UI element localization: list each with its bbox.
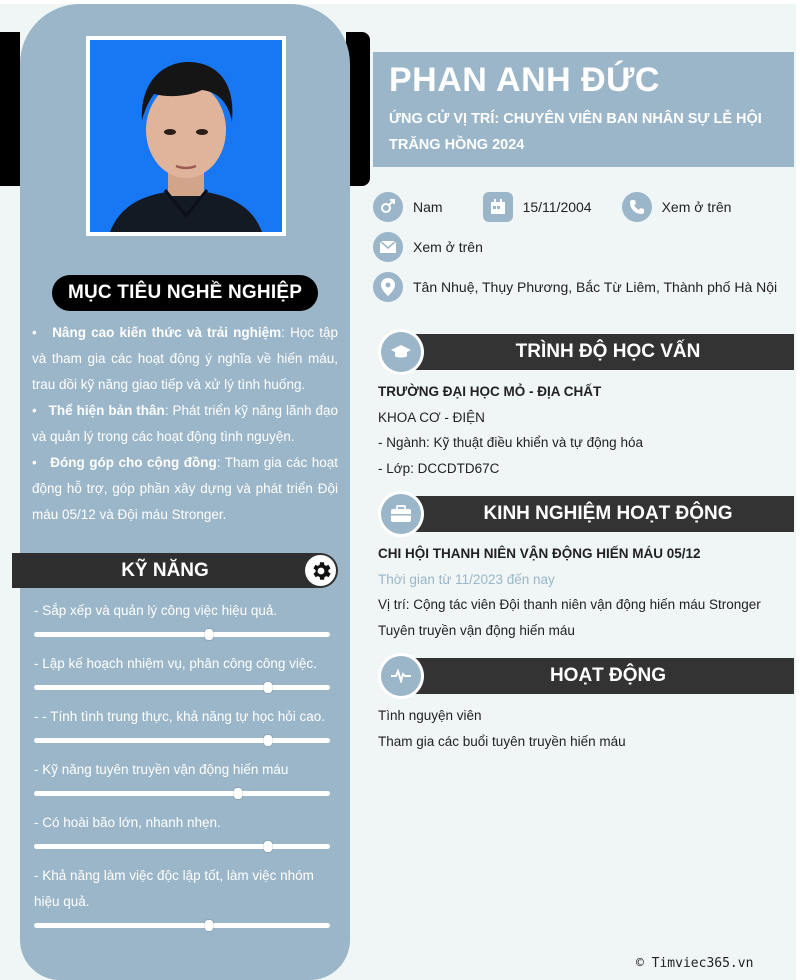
skill-level-handle xyxy=(234,788,242,799)
graduation-cap-icon xyxy=(378,329,424,375)
calendar-icon xyxy=(483,192,513,222)
experience-content xyxy=(378,541,788,643)
footer-watermark: © Timviec365.vn xyxy=(636,956,754,971)
name-header xyxy=(373,52,794,167)
skill-level-bar xyxy=(34,632,330,637)
education-content xyxy=(378,379,788,481)
skills-header xyxy=(12,553,338,588)
skill-list xyxy=(34,598,330,942)
info-row-email xyxy=(373,232,483,262)
profile-photo xyxy=(86,36,286,236)
decor-bar-left xyxy=(0,32,20,186)
objective-item-text: : Học tập và tham gia các hoạt động ý nghĩa về hiến máu, trau dồi kỹ năng giao tiếp và xử lý tình huống. xyxy=(32,325,338,392)
skill-level-handle xyxy=(205,629,213,640)
info-row-gender-birthday xyxy=(373,192,731,222)
school-name: TRƯỜNG ĐẠI HỌC MỎ - ĐỊA CHẤT xyxy=(378,384,602,399)
objective-item-heading: Nâng cao kiến thức và trải nghiệm xyxy=(52,325,282,340)
address-value: Tân Nhuệ, Thụy Phương, Bắc Từ Liêm, Thành phố Hà Nội xyxy=(413,279,778,295)
objective-item-heading: Đóng góp cho cộng đồng xyxy=(50,455,217,470)
skill-level-handle xyxy=(264,841,272,852)
education-header xyxy=(378,333,794,371)
objective-item: • Nâng cao kiến thức và trải nghiệm: Học tập và tham gia các hoạt động ý nghĩa về hiến máu, trau dồi kỹ năng giao tiếp và xử lý tình huống. xyxy=(32,325,338,392)
applied-position: ỨNG CỬ VỊ TRÍ: CHUYÊN VIÊN BAN NHÂN SỰ LỄ HỘI TRĂNG HỒNG 2024 xyxy=(389,111,762,153)
skill-level-bar xyxy=(34,685,330,690)
objective-item: • Thể hiện bản thân: Phát triển kỹ năng lãnh đạo và quản lý trong các hoạt động tình nguyện. xyxy=(32,403,338,444)
objective-item-text: : Tham gia các hoạt động hỗ trợ, góp phần xây dựng và phát triển Đội máu 05/12 và Đội máu Stronger. xyxy=(32,455,338,522)
experience-header xyxy=(378,495,794,533)
skill-level-bar xyxy=(34,844,330,849)
skill-item xyxy=(34,598,330,637)
gear-icon xyxy=(305,555,336,586)
experience-title: KINH NGHIỆM HOẠT ĐỘNG xyxy=(408,496,794,532)
location-pin-icon xyxy=(373,272,403,302)
time-period: Thời gian từ 11/2023 đến nay xyxy=(378,571,555,587)
objective-item: • Đóng góp cho cộng đồng: Tham gia các hoạt động hỗ trợ, góp phần xây dựng và phát triển Đội máu 05/12 và Đội máu Stronger. xyxy=(32,455,338,522)
objective-item-heading: Thể hiện bản thân xyxy=(48,403,165,418)
briefcase-icon xyxy=(378,491,424,537)
info-row-address xyxy=(373,272,777,302)
objective-list xyxy=(32,320,338,528)
skill-item xyxy=(34,757,330,796)
email-value: Xem ở trên xyxy=(413,239,483,255)
phone-value: Xem ở trên xyxy=(661,199,732,215)
skill-name: - Kỹ năng tuyên truyền vận động hiến máu xyxy=(34,762,289,777)
skill-item xyxy=(34,863,330,928)
phone-icon xyxy=(622,192,652,222)
education-title: TRÌNH ĐỘ HỌC VẤN xyxy=(408,334,794,370)
class: - Lớp: DCCDTD67C xyxy=(378,460,500,476)
birthday-value: 15/11/2004 xyxy=(522,199,592,215)
experience-task: Tuyên truyền vận động hiến máu xyxy=(378,622,575,638)
faculty: KHOA CƠ - ĐIỆN xyxy=(378,409,485,425)
skill-name: - Sắp xếp và quản lý công việc hiệu quả. xyxy=(34,603,278,618)
objective-title: MỤC TIÊU NGHỀ NGHIỆP xyxy=(52,275,318,311)
activities-title: HOẠT ĐỘNG xyxy=(408,658,794,694)
portrait-illustration xyxy=(90,40,282,232)
skill-level-handle xyxy=(264,682,272,693)
gender-icon xyxy=(373,192,403,222)
email-icon xyxy=(373,232,403,262)
skill-item xyxy=(34,810,330,849)
skill-level-bar xyxy=(34,738,330,743)
skill-name: - Lập kế hoạch nhiệm vụ, phân công công việc. xyxy=(34,656,317,671)
skill-item xyxy=(34,651,330,690)
activity-line: Tham gia các buổi tuyên truyền hiến máu xyxy=(378,733,626,749)
heartbeat-icon xyxy=(378,653,424,699)
skill-level-bar xyxy=(34,791,330,796)
activities-header xyxy=(378,657,794,695)
skill-item xyxy=(34,704,330,743)
major: - Ngành: Kỹ thuật điều khiển và tự động hóa xyxy=(378,435,643,450)
experience-role: Vị trí: Cộng tác viên Đội thanh niên vận động hiến máu Stronger xyxy=(378,597,761,612)
skill-level-handle xyxy=(264,735,272,746)
skill-name: - Có hoài bão lớn, nhanh nhẹn. xyxy=(34,815,221,830)
skills-title: KỸ NĂNG xyxy=(121,560,209,581)
organization: CHI HỘI THANH NIÊN VẬN ĐỘNG HIẾN MÁU 05/12 xyxy=(378,546,701,561)
skill-name: - - Tính tình trung thực, khả năng tự học hỏi cao. xyxy=(34,709,325,724)
skill-level-handle xyxy=(205,920,213,931)
activities-content xyxy=(378,703,788,754)
skill-name: - Khả năng làm việc độc lập tốt, làm việc nhóm hiệu quả. xyxy=(34,868,314,909)
skill-level-bar xyxy=(34,923,330,928)
gender-value: Nam xyxy=(413,199,443,215)
objective-item-text: : Phát triển kỹ năng lãnh đạo và quản lý trong các hoạt động tình nguyện. xyxy=(32,403,338,444)
candidate-name: PHAN ANH ĐỨC xyxy=(389,61,660,99)
avatar xyxy=(90,40,282,232)
activity-line: Tình nguyện viên xyxy=(378,708,482,723)
